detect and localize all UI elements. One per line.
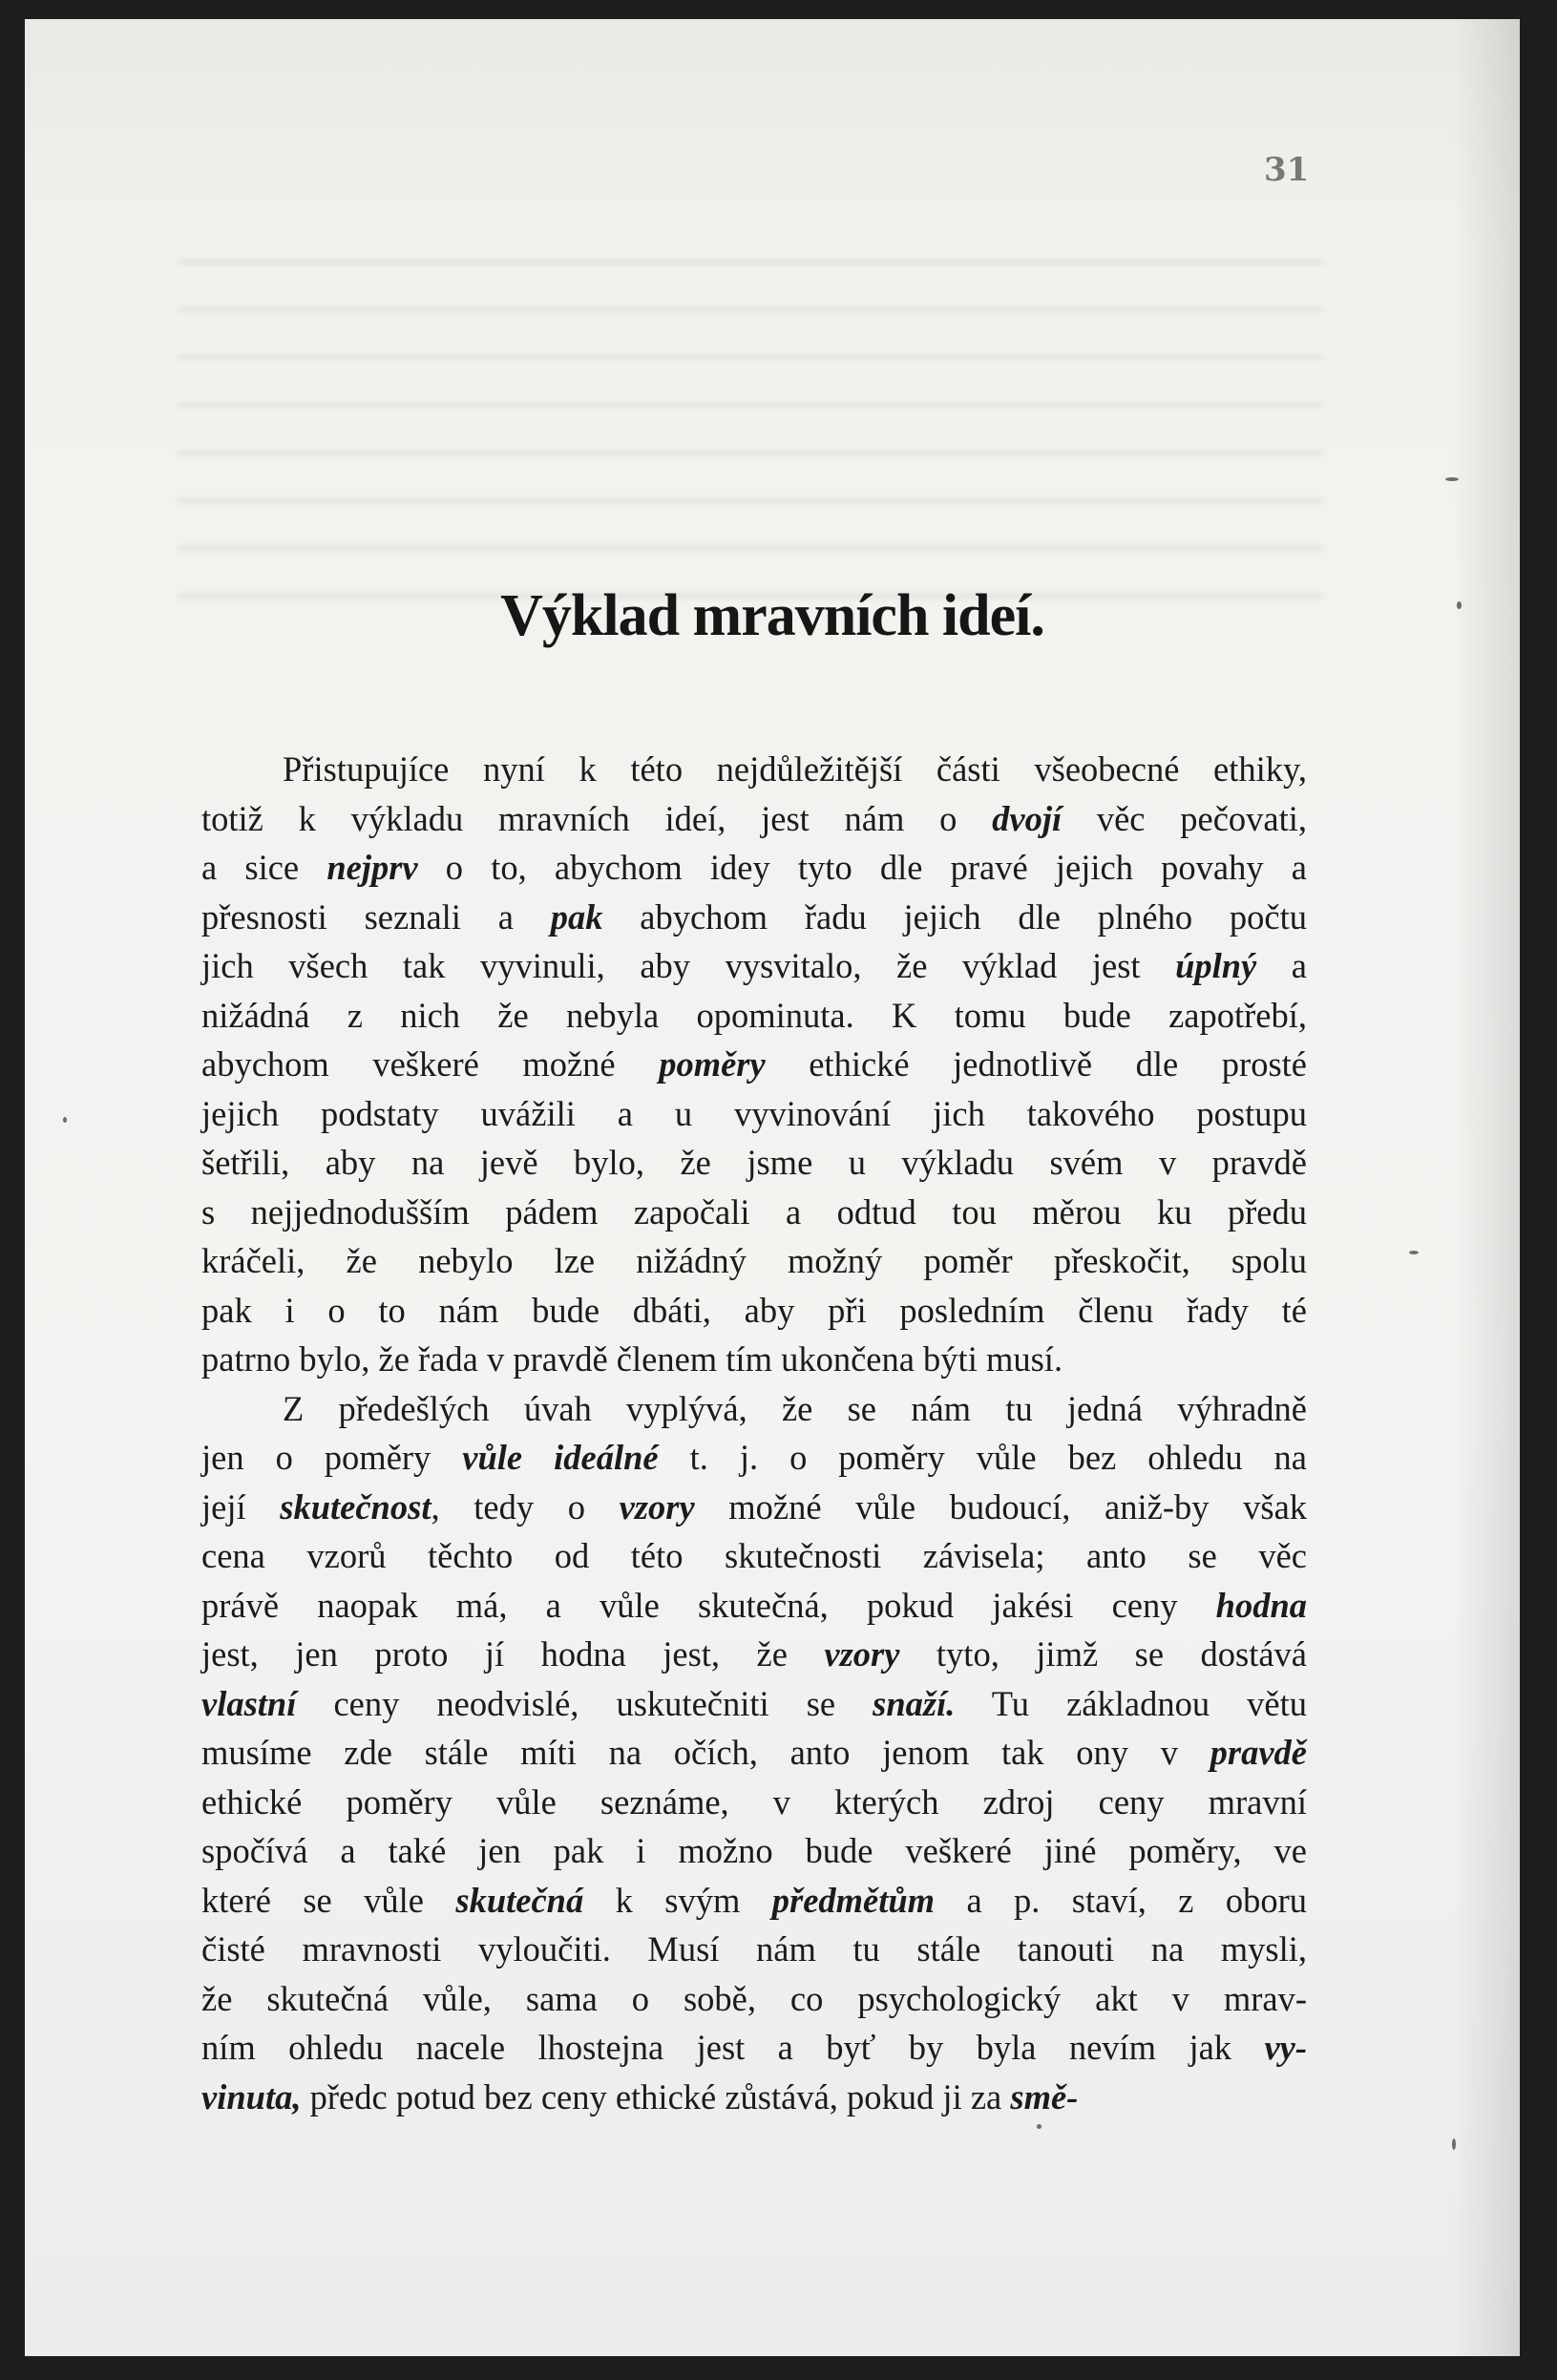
emphasis: vůle ideálné: [462, 1438, 659, 1477]
emphasis: skutečná: [455, 1880, 584, 1920]
text-line: [201, 1335, 1307, 1384]
text-segment: o to, abychom idey tyto dle pravé jejich povahy a: [417, 848, 1307, 887]
text-segment: možné vůle budoucí, aniž-by však: [694, 1486, 1308, 1527]
text-line: [201, 794, 1307, 844]
text-line: [201, 1531, 1307, 1581]
paragraph-2: [201, 1384, 1307, 2122]
text-line: [201, 1778, 1307, 1827]
text-line: [201, 1876, 1307, 1926]
text-segment: věc pečovati,: [1062, 798, 1307, 838]
text-segment: jest, jen proto jí hodna jest, že: [201, 1634, 825, 1674]
text-segment: spočívá a také jen pak i možno bude veškeré jiné poměry, ve: [201, 1831, 1307, 1870]
emphasis: vzory: [619, 1486, 695, 1527]
emphasis: pravdě: [1210, 1733, 1307, 1772]
text-line: [201, 1236, 1307, 1286]
ink-speck: [63, 1117, 67, 1123]
text-line: [201, 1188, 1307, 1237]
paragraph-1: [201, 745, 1307, 1384]
emphasis: pak: [550, 896, 603, 937]
text-line: [201, 745, 1307, 794]
text-line: [201, 1581, 1307, 1631]
emphasis: předmětům: [771, 1880, 936, 1920]
text-line: [201, 941, 1307, 991]
text-line: [201, 2073, 1307, 2122]
chapter-title: Výklad mravních ideí.: [500, 583, 1044, 648]
emphasis: vinuta,: [201, 2076, 302, 2117]
emphasis: vlastní: [201, 1683, 297, 1723]
text-segment: přesnosti seznali a: [201, 896, 551, 937]
ink-speck: [1037, 2124, 1042, 2129]
emphasis: vy-: [1264, 2028, 1307, 2067]
text-line: [201, 843, 1307, 893]
emphasis: skutečnost: [280, 1486, 431, 1527]
text-segment: a sice: [201, 848, 327, 887]
emphasis: nejprv: [326, 848, 418, 887]
text-segment: abychom řadu jejich dle plného počtu: [602, 896, 1307, 937]
text-segment: ceny neodvislé, uskutečniti se: [296, 1683, 873, 1723]
text-segment: pak i o to nám bude dbáti, aby při posledním členu řady té: [201, 1290, 1307, 1330]
emphasis: snaží.: [873, 1683, 956, 1723]
text-line: [201, 1384, 1307, 1434]
text-segment: abychom veškeré možné: [201, 1044, 660, 1084]
book-page: [25, 19, 1520, 2356]
text-line: [201, 1925, 1307, 1974]
text-segment: s nejjednodušším pádem započali a odtud tou měrou ku předu: [201, 1191, 1307, 1232]
text-line: [201, 1433, 1307, 1483]
bleed-through-texture: [178, 229, 1323, 630]
text-segment: Tu základnou větu: [955, 1683, 1307, 1723]
text-segment: Z předešlých úvah vyplývá, že se nám tu jedná výhradně: [283, 1388, 1307, 1428]
text-segment: nižádná z nich že nebyla opominuta. K tomu bude zapotřebí,: [201, 995, 1307, 1035]
text-segment: a p. staví, z oboru: [935, 1880, 1307, 1920]
emphasis: úplný: [1175, 946, 1257, 985]
text-line: [201, 1089, 1307, 1139]
emphasis: smě-: [1010, 2076, 1079, 2117]
text-line: [201, 1728, 1307, 1778]
text-segment: jen o poměry: [201, 1438, 463, 1477]
text-segment: ethické jednotlivě dle prosté: [765, 1044, 1308, 1084]
text-segment: její: [201, 1486, 281, 1527]
text-segment: že skutečná vůle, sama o sobě, co psychologický akt v mrav-: [201, 1978, 1307, 2018]
text-line: [201, 991, 1307, 1041]
text-line: [201, 1679, 1307, 1729]
text-segment: jejich podstaty uvážili a u vyvinování jich takového postupu: [201, 1093, 1307, 1133]
text-line: [201, 1974, 1307, 2024]
text-segment: k svým: [583, 1880, 772, 1920]
page-number: 31: [1264, 151, 1310, 189]
text-line: [201, 1040, 1307, 1089]
text-line: [201, 1138, 1307, 1188]
text-line: [201, 893, 1307, 942]
page-edge-shadow: [1453, 19, 1520, 2356]
text-segment: jich všech tak vyvinuli, aby vysvitalo, že výklad jest: [201, 946, 1176, 985]
text-line: [201, 1483, 1307, 1532]
ink-speck: [1445, 477, 1459, 481]
emphasis: dvojí: [992, 798, 1063, 838]
text-segment: které se vůle: [201, 1880, 456, 1920]
text-segment: tyto, jimž se dostává: [899, 1634, 1307, 1674]
emphasis: poměry: [659, 1044, 766, 1084]
text-segment: šetřili, aby na jevě bylo, že jsme u výkladu svém v pravdě: [201, 1143, 1307, 1182]
text-segment: cena vzorů těchto od této skutečnosti závisela; anto se věc: [201, 1536, 1307, 1575]
text-segment: Přistupujíce nyní k této nejdůležitější části všeobecné ethiky,: [283, 749, 1307, 789]
emphasis: vzory: [824, 1634, 900, 1674]
text-segment: předc potud bez ceny ethické zůstává, pokud ji za: [301, 2076, 1011, 2117]
ink-speck: [1409, 1251, 1419, 1254]
text-segment: právě naopak má, a vůle skutečná, pokud jakési ceny: [201, 1585, 1216, 1625]
text-line: [201, 1826, 1307, 1876]
text-segment: musíme zde stále míti na očích, anto jenom tak ony v: [201, 1733, 1210, 1772]
ink-speck: [1452, 2138, 1456, 2150]
text-segment: ním ohledu nacele lhostejna jest a byť by byla nevím jak: [201, 2028, 1265, 2067]
text-segment: patrno bylo, že řada v pravdě členem tím ukončena býti musí.: [201, 1339, 1063, 1379]
text-segment: a: [1256, 946, 1307, 985]
text-segment: ethické poměry vůle seznáme, v kterých zdroj ceny mravní: [201, 1781, 1307, 1822]
text-segment: totiž k výkladu mravních ideí, jest nám o: [201, 798, 993, 838]
text-line: [201, 1630, 1307, 1679]
text-segment: , tedy o: [431, 1486, 620, 1527]
text-segment: t. j. o poměry vůle bez ohledu na: [658, 1438, 1307, 1477]
text-line: [201, 1286, 1307, 1336]
text-line: [201, 2023, 1307, 2073]
text-segment: čisté mravnosti vyloučiti. Musí nám tu stále tanouti na mysli,: [201, 1929, 1307, 1969]
ink-speck: [1457, 601, 1462, 609]
text-segment: kráčeli, že nebylo lze nižádný možný poměr přeskočit, spolu: [201, 1241, 1307, 1280]
emphasis: hodna: [1215, 1585, 1307, 1625]
body-text: [201, 745, 1307, 2121]
